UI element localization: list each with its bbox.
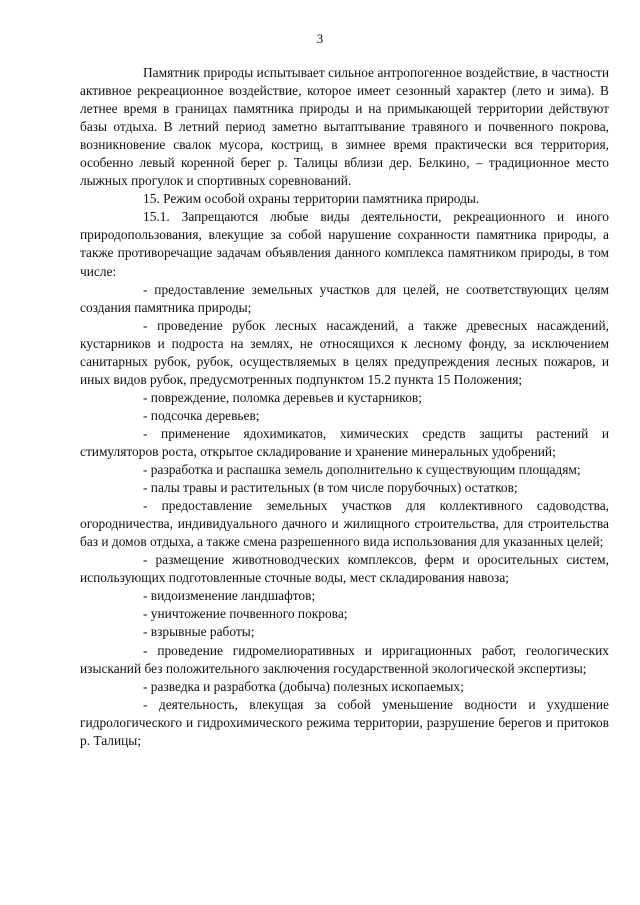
list-item: - взрывные работы;	[143, 624, 255, 640]
list-item: - применение ядохимикатов, химических средств защиты растений и стимуляторов роста, открытое складирование и хранение минеральных удобрений;	[80, 425, 609, 459]
document-body	[80, 64, 609, 750]
list-item: - подсочка деревьев;	[143, 407, 260, 423]
list-item: - разведка и разработка (добыча) полезных ископаемых;	[143, 678, 464, 694]
paragraph-prohibitions-intro: 15.1. Запрещаются любые виды деятельности, рекреационного и иного природопользования, влекущие за собой нарушение сохранности памятника природы, а также противоречащие задачам объявления данного комплекса памятником природы, в том числе:	[80, 209, 609, 279]
list-item: - предоставление земельных участков для целей, не соответствующих целям создания памятника природы;	[80, 281, 609, 315]
list-item: - повреждение, поломка деревьев и кустарников;	[143, 389, 422, 405]
list-item: - проведение гидромелиоративных и ирригационных работ, геологических изысканий без положительного заключения государственной экологической экспертизы;	[80, 642, 609, 676]
paragraph-anthropogenic-impact: Памятник природы испытывает сильное антропогенное воздействие, в частности активное рекреационное воздействие, которое имеет сезонный характер (лето и зима). В летнее время в границах памятника природы и на примыкающей территории действуют базы отдыха. В летний период заметно вытаптывание травяного и почвенного покрова, возникновение свалок мусора, кострищ, в зимнее время практически вся территория, особенно левый коренной берег р. Талицы вблизи дер. Белкино, – традиционное место лыжных прогулок и спортивных соревнований.	[80, 65, 609, 189]
page-number: 3	[316, 31, 324, 46]
list-item: - разработка и распашка земель дополнительно к существующим площадям;	[143, 462, 581, 478]
list-item: - предоставление земельных участков для коллективного садоводства, огородничества, индивидуального дачного и жилищного строительства, для строительства баз и домов отдыха, а также смена разрешенного вида использования для указанных целей;	[80, 498, 609, 550]
section-heading-protection-regime: 15. Режим особой охраны территории памятника природы.	[143, 191, 480, 207]
list-item: - проведение рубок лесных насаждений, а также древесных насаждений, кустарников и подроста на землях, не относящихся к лесному фонду, за исключением санитарных рубок, рубок, осуществляемых в целях предупреждения лесных пожаров, и иных видов рубок, предусмотренных подпунктом 15.2 пункта 15 Положения;	[80, 317, 609, 387]
list-item: - деятельность, влекущая за собой уменьшение водности и ухудшение гидрологического и гидрохимического режима территории, разрушение берегов и притоков р. Талицы;	[80, 696, 609, 748]
list-item: - размещение животноводческих комплексов, ферм и оросительных систем, использующих подготовленные сточные воды, мест складирования навоза;	[80, 552, 609, 586]
list-item: - уничтожение почвенного покрова;	[143, 606, 348, 622]
list-item: - палы травы и растительных (в том числе порубочных) остатков;	[143, 480, 518, 496]
list-item: - видоизменение ландшафтов;	[143, 588, 316, 604]
